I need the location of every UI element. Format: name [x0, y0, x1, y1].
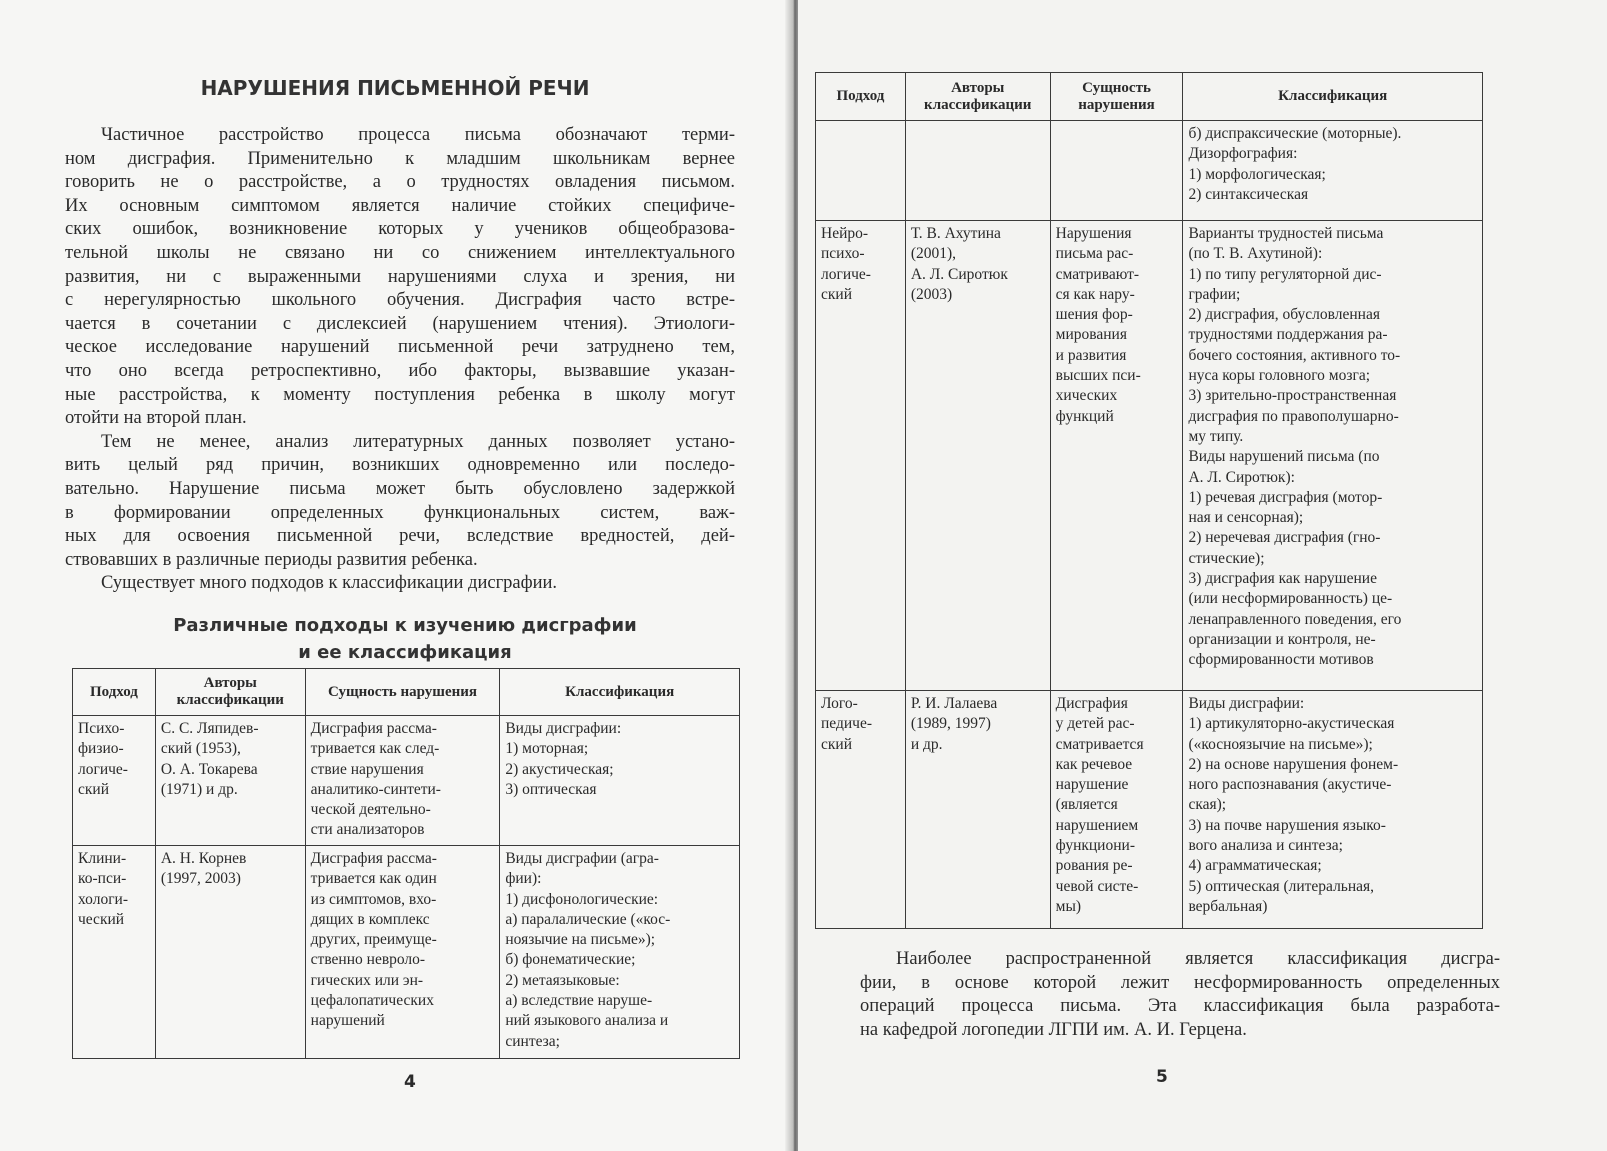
cell-line: Психо-	[78, 720, 125, 737]
text-line: ствовавших в различные периоды развития ребенка.	[65, 549, 478, 570]
text-line: ные расстройства, к моменту поступления ребенка в школу могут	[65, 384, 735, 405]
text-line: Наиболее распространенной является классификация дисгра-	[896, 949, 1500, 969]
cell-line: шения фор-	[1055, 306, 1133, 324]
cell-line: 1) морфологическая;	[1188, 165, 1326, 183]
table-cell	[816, 691, 906, 929]
cell-line: А. Н. Корнев	[160, 850, 247, 867]
cell-line: (1989, 1997)	[910, 715, 991, 733]
text-line: ческое исследование нарушений письменной речи затруднено тем,	[65, 337, 735, 358]
cell-line: 2) синтаксическая	[1188, 185, 1309, 203]
cell-line: мы)	[1055, 897, 1082, 915]
column-header: Подход	[73, 669, 156, 716]
cell-line: мирования	[1055, 326, 1127, 344]
text-line: ных для освоения письменной речи, вследствие вредностей, дей-	[65, 526, 735, 547]
cell-line: ся как нару-	[1055, 285, 1135, 303]
table-cell	[816, 121, 906, 221]
table-cell	[1050, 121, 1183, 221]
cell-line: Виды дисграфии:	[1188, 695, 1305, 712]
text-line: отойти на второй план.	[65, 408, 247, 429]
table-cell	[905, 221, 1050, 691]
cell-line: А. Л. Сиротюк):	[1188, 468, 1295, 486]
cell-line: Дисграфия	[1055, 695, 1128, 712]
page-number: 5	[1156, 1067, 1168, 1087]
cell-line: педиче-	[821, 715, 872, 733]
table-row	[73, 846, 740, 1059]
cell-line: 1) дисфонологические:	[505, 890, 659, 908]
table-cell	[1050, 691, 1183, 929]
text-line: ских ошибок, возникновение которых у учеников общеобразова-	[65, 219, 735, 240]
cell-line: С. С. Ляпидев-	[160, 720, 259, 737]
table-cell	[905, 691, 1050, 929]
cell-line: 2) метаязыковые:	[505, 971, 620, 989]
body-text	[860, 948, 1500, 1042]
cell-line: ноязычие на письме»);	[505, 931, 656, 949]
table-header-row	[816, 73, 1483, 121]
cell-line: ческой деятельно-	[310, 801, 431, 819]
left-page	[0, 0, 795, 1151]
cell-line: высших пси-	[1055, 367, 1141, 385]
table-row	[816, 221, 1483, 691]
cell-line: нарушением	[1055, 816, 1139, 834]
cell-line: других, преимуще-	[310, 931, 437, 949]
cell-line: сти анализаторов	[310, 821, 425, 839]
text-line: с нерегулярностью школьного обучения. Дисграфия часто встре-	[65, 290, 735, 311]
cell-line: 3) оптическая	[505, 780, 597, 798]
cell-line: 1) артикуляторно-акустическая	[1188, 715, 1395, 733]
table-row	[816, 691, 1483, 929]
cell-line: («косноязычие на письме»);	[1188, 735, 1373, 753]
cell-line: Дизорфография:	[1188, 145, 1298, 163]
cell-line: Виды дисграфии (агра-	[505, 850, 659, 867]
cell-line: ский	[821, 735, 852, 753]
cell-line: 2) на основе нарушения фонем-	[1188, 755, 1399, 773]
cell-line: письма рас-	[1055, 245, 1134, 263]
cell-line: 1) моторная;	[505, 740, 589, 758]
cell-line: Варианты трудностей письма	[1188, 225, 1384, 242]
cell-line: (или несформированность) це-	[1188, 590, 1393, 608]
table-cell	[1050, 221, 1183, 691]
table-cell	[155, 846, 305, 1059]
cell-line: вого анализа и синтеза;	[1188, 837, 1343, 855]
cell-line: Р. И. Лалаева	[910, 695, 998, 712]
cell-line: 3) на почве нарушения языко-	[1188, 816, 1386, 834]
cell-line: Т. В. Ахутина	[910, 225, 1001, 242]
cell-line: физио-	[78, 740, 124, 758]
body-text	[65, 124, 735, 596]
cell-line: бочего состояния, активного то-	[1188, 346, 1401, 364]
cell-line: аналитико-синтети-	[310, 780, 441, 798]
cell-line: Лого-	[821, 695, 858, 712]
text-line: тельной школы не связано ни со снижением интеллектуального	[65, 242, 735, 263]
cell-line: А. Л. Сиротюк	[910, 265, 1008, 283]
cell-line: Нейро-	[821, 225, 869, 242]
cell-line: сматривают-	[1055, 265, 1140, 283]
table-cell	[500, 846, 740, 1059]
table-cell	[905, 121, 1050, 221]
cell-line: 3) зрительно-пространственная	[1188, 387, 1397, 405]
cell-line: логиче-	[78, 760, 128, 778]
cell-line: 2) дисграфия, обусловленная	[1188, 306, 1380, 324]
cell-line: 2) неречевая дисграфия (гно-	[1188, 529, 1381, 547]
cell-line: фии):	[505, 870, 542, 888]
table-cell	[305, 716, 500, 846]
text-line: вить целый ряд причин, возникших одновременно или последо-	[65, 455, 735, 476]
cell-line: графии;	[1188, 285, 1241, 303]
cell-line: у детей рас-	[1055, 715, 1135, 733]
cell-line: а) вследствие наруше-	[505, 992, 653, 1010]
table-cell	[73, 846, 156, 1059]
cell-line: Нарушения	[1055, 225, 1132, 242]
cell-line: цефалопатических	[310, 992, 434, 1010]
text-line: говорить не о расстройстве, а о трудностях овладения письмом.	[65, 172, 735, 193]
cell-line: ствие нарушения	[310, 760, 424, 778]
table-row	[816, 121, 1483, 221]
cell-line: 1) по типу регуляторной дис-	[1188, 265, 1382, 283]
cell-line: логиче-	[821, 265, 871, 283]
text-line: вательно. Нарушение письма может быть обусловлено задержкой	[65, 478, 735, 499]
text-line: чается в сочетании с дислексией (нарушением чтения). Этиологи-	[65, 313, 735, 334]
text-line: операций процесса письма. Эта классификация была разработа-	[860, 996, 1500, 1017]
cell-line: ственно невроло-	[310, 951, 426, 969]
column-header: Авторы классификации	[155, 669, 305, 716]
cell-line: О. А. Токарева	[160, 760, 258, 778]
cell-line: ская);	[1188, 796, 1227, 814]
cell-line: Дисграфия рассма-	[310, 850, 437, 867]
cell-line: рования ре-	[1055, 857, 1133, 875]
text-line: Частичное расстройство процесса письма обозначают терми-	[101, 125, 735, 145]
cell-line: Виды нарушений письма (по	[1188, 448, 1380, 466]
cell-line: ний языкового анализа и	[505, 1012, 669, 1030]
cell-line: хических	[1055, 387, 1118, 405]
table-cell	[500, 716, 740, 846]
cell-line: 3) дисграфия как нарушение	[1188, 570, 1377, 588]
cell-line: 2) акустическая;	[505, 760, 614, 778]
page-number: 4	[404, 1072, 416, 1092]
cell-line: чевой систе-	[1055, 877, 1139, 895]
column-header: Сущность нарушения	[1050, 73, 1183, 121]
column-header: Подход	[816, 73, 906, 121]
text-line: развития, ни с выраженными нарушениями слуха и зрения, ни	[65, 266, 735, 287]
cell-line: нарушение	[1055, 776, 1129, 794]
cell-line: 1) речевая дисграфия (мотор-	[1188, 488, 1383, 506]
table-title-line: Различные подходы к изучению дисграфии	[173, 615, 637, 636]
column-header: Сущность нарушения	[305, 669, 500, 716]
cell-line: а) паралалические («кос-	[505, 910, 671, 928]
column-header: Классификация	[1183, 73, 1483, 121]
cell-line: ленаправленного поведения, его	[1188, 610, 1402, 628]
table-cell	[1183, 121, 1483, 221]
table-title-line: и ее классификация	[298, 642, 512, 663]
cell-line: нуса коры головного мозга;	[1188, 367, 1371, 385]
cell-line: (2001),	[910, 245, 957, 263]
cell-line: вербальная)	[1188, 897, 1268, 915]
cell-line: организации и контроля, не-	[1188, 630, 1376, 648]
cell-line: и развития	[1055, 346, 1127, 364]
cell-line: тривается как след-	[310, 740, 440, 758]
right-page	[798, 0, 1607, 1151]
text-line: Существует много подходов к классификации дисграфии.	[101, 573, 558, 594]
cell-line: б) диспраксические (моторные).	[1188, 125, 1402, 142]
cell-line: дисграфия по правополушарно-	[1188, 407, 1399, 425]
cell-line: ский (1953),	[160, 740, 241, 758]
cell-line: (2003)	[910, 285, 953, 303]
cell-line: как речевое	[1055, 755, 1133, 773]
table-cell	[1183, 691, 1483, 929]
cell-line: 5) оптическая (литеральная,	[1188, 877, 1375, 895]
cell-line: хологи-	[78, 890, 129, 908]
cell-line: ческий	[78, 910, 125, 928]
text-line: что оно всегда ретроспективно, ибо факторы, вызвавшие указан-	[65, 360, 735, 381]
cell-line: ский	[78, 780, 109, 798]
page-heading: НАРУШЕНИЯ ПИСЬМЕННОЙ РЕЧИ	[200, 76, 590, 100]
cell-line: (по Т. В. Ахутиной):	[1188, 245, 1323, 263]
cell-line: гических или эн-	[310, 971, 424, 989]
table-row	[73, 716, 740, 846]
table-cell	[155, 716, 305, 846]
cell-line: (1997, 2003)	[160, 870, 241, 888]
column-header: Авторы классификации	[905, 73, 1050, 121]
table-cell	[816, 221, 906, 691]
cell-line: сматривается	[1055, 735, 1144, 753]
cell-line: (1971) и др.	[160, 780, 238, 798]
cell-line: (является	[1055, 796, 1118, 814]
cell-line: му типу.	[1188, 427, 1244, 445]
text-line: фии, в основе которой лежит несформированность определенных	[860, 972, 1500, 993]
text-line: на кафедрой логопедии ЛГПИ им. А. И. Герцена.	[860, 1019, 1247, 1040]
table-cell	[305, 846, 500, 1059]
cell-line: ная и сенсорная);	[1188, 509, 1304, 527]
cell-line: 4) аграмматическая;	[1188, 857, 1322, 875]
cell-line: Дисграфия рассма-	[310, 720, 437, 737]
cell-line: из симптомов, вхо-	[310, 890, 437, 908]
table-cell	[1183, 221, 1483, 691]
cell-line: функций	[1055, 407, 1114, 425]
dysgraphia-table	[72, 668, 740, 1059]
cell-line: и др.	[910, 735, 943, 753]
cell-line: Клини-	[78, 850, 127, 867]
text-line: Тем не менее, анализ литературных данных позволяет устано-	[101, 431, 735, 452]
text-line: Их основным симптомом является наличие стойких специфиче-	[65, 195, 735, 216]
cell-line: сформированности мотивов	[1188, 651, 1374, 669]
cell-line: дящих в комплекс	[310, 910, 430, 928]
cell-line: психо-	[821, 245, 865, 263]
text-line: в формировании определенных функциональных систем, важ-	[65, 502, 735, 523]
cell-line: стические);	[1188, 549, 1265, 567]
table-header-row	[73, 669, 740, 716]
cell-line: Виды дисграфии:	[505, 720, 622, 737]
dysgraphia-table-continued	[815, 72, 1483, 929]
cell-line: нарушений	[310, 1012, 385, 1030]
text-line: ном дисграфия. Применительно к младшим школьникам вернее	[65, 148, 735, 169]
cell-line: ного распознавания (акустиче-	[1188, 776, 1392, 794]
column-header: Классификация	[500, 669, 740, 716]
cell-line: б) фонематические;	[505, 951, 636, 969]
cell-line: трудностями поддержания ра-	[1188, 326, 1388, 344]
cell-line: ский	[821, 285, 852, 303]
table-cell	[73, 716, 156, 846]
cell-line: функциони-	[1055, 837, 1135, 855]
table-title	[100, 612, 710, 666]
cell-line: синтеза;	[505, 1032, 560, 1050]
cell-line: ко-пси-	[78, 870, 127, 888]
cell-line: тривается как один	[310, 870, 437, 888]
